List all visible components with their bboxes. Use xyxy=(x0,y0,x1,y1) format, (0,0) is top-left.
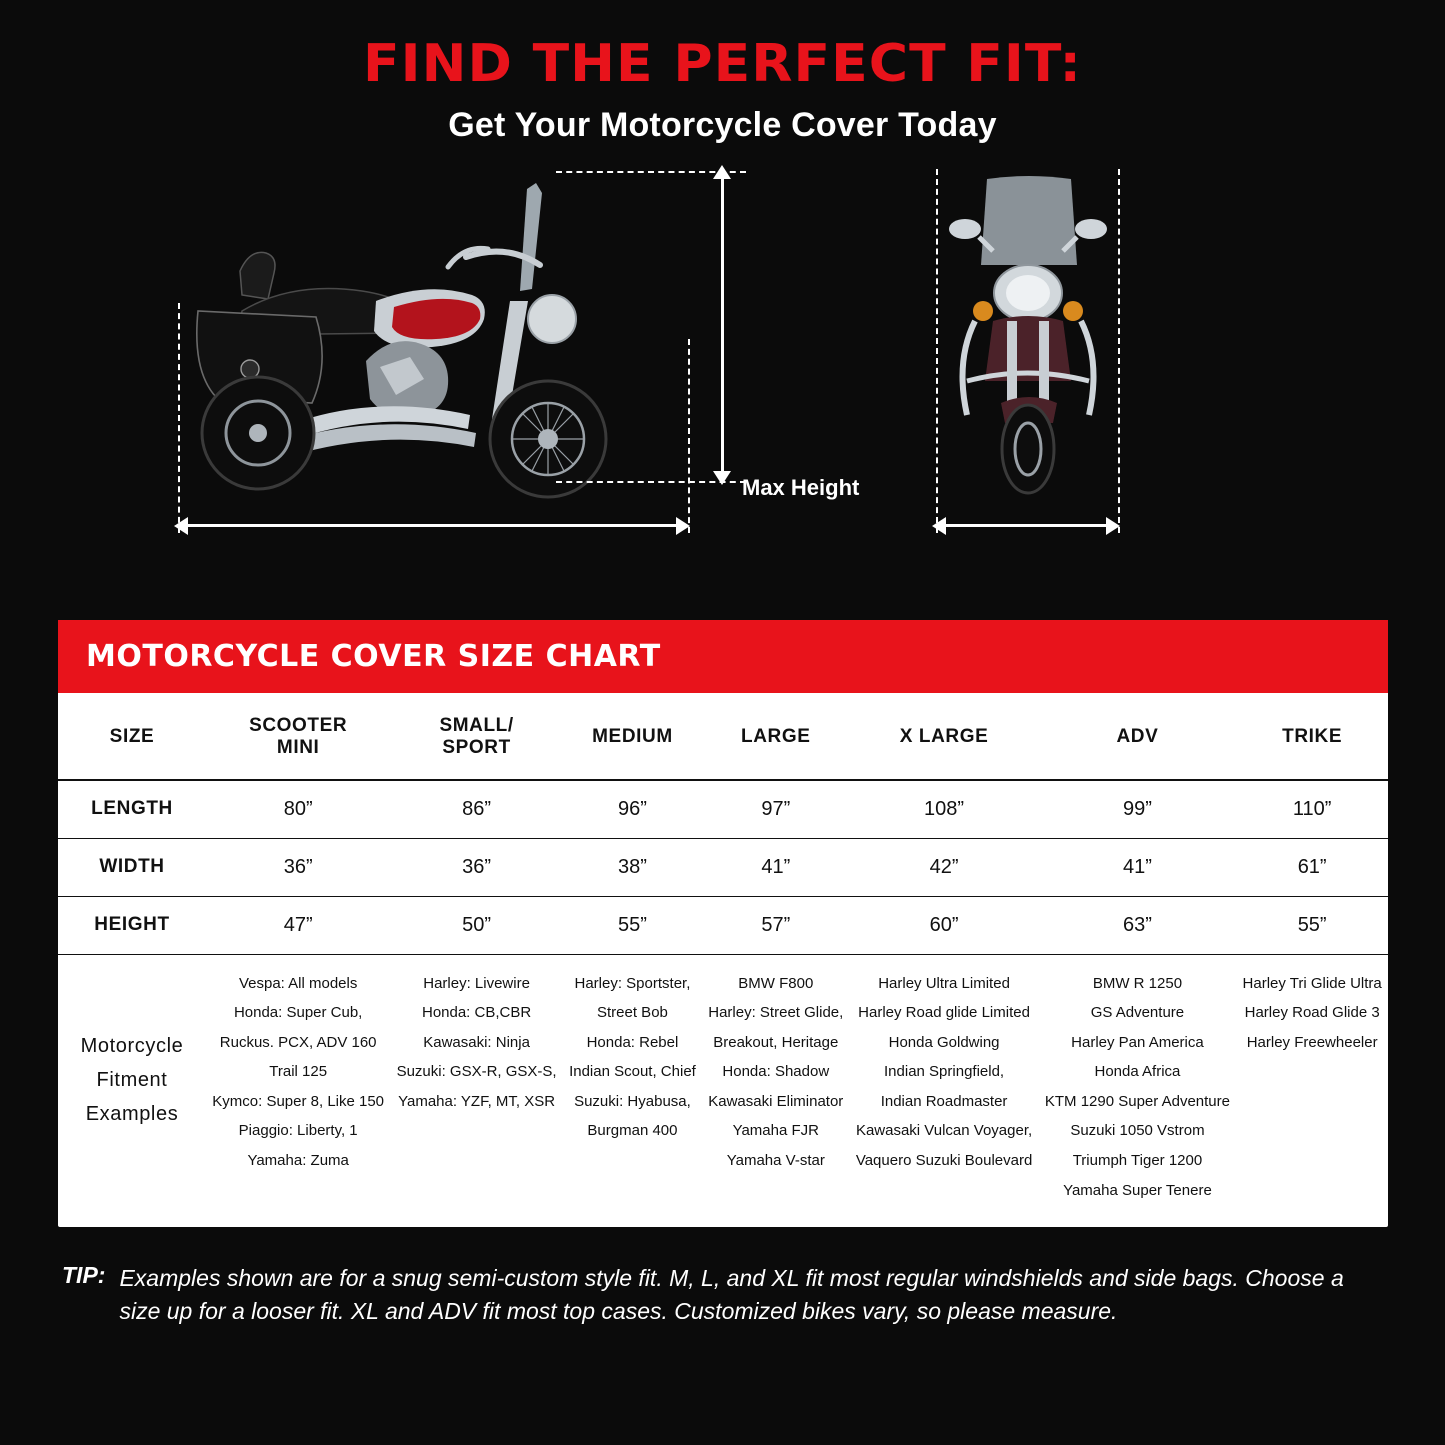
cell-length-small-sport: 86” xyxy=(390,780,563,839)
length-guide-left xyxy=(178,303,180,533)
row-label-fitment: Motorcycle Fitment Examples xyxy=(80,1034,184,1125)
column-header-medium: MEDIUM xyxy=(563,693,702,780)
cell-fitment-large: BMW F800 Harley: Street Glide, Breakout, Heritage Honda: Shadow Kawasaki Eliminator Yamaha FJR Yamaha V-star xyxy=(708,974,844,1169)
table-body xyxy=(58,780,1388,1227)
table-header xyxy=(58,693,1388,780)
cell-width-x-large: 42” xyxy=(850,838,1039,896)
cell-fitment-trike: Harley Tri Glide Ultra Harley Road Glide 3 Harley Freewheeler xyxy=(1242,974,1382,1051)
width-arrow-head-left xyxy=(932,517,946,535)
max-height-label: Max Height xyxy=(742,475,860,500)
motorcycle-side-view-illustration xyxy=(180,171,690,501)
tip-block xyxy=(62,1262,1382,1329)
table-header-row xyxy=(58,693,1388,780)
cell-height-small-sport: 50” xyxy=(390,896,563,954)
width-arrow-shaft xyxy=(944,524,1110,527)
cell-width-large: 41” xyxy=(702,838,850,896)
column-header-size: SIZE xyxy=(58,693,206,780)
length-arrow-shaft xyxy=(186,524,680,527)
column-header-scooter-mini: SCOOTER MINI xyxy=(206,693,390,780)
cell-width-small-sport: 36” xyxy=(390,838,563,896)
size-chart-table xyxy=(58,693,1388,1227)
headline-primary: FIND THE PERFECT FIT: xyxy=(363,34,1082,94)
measurement-diagram xyxy=(0,153,1445,583)
column-header-trike: TRIKE xyxy=(1236,693,1388,780)
cell-fitment-medium: Harley: Sportster, Street Bob Honda: Rebel Indian Scout, Chief Suzuki: Hyabusa, Burgman 400 xyxy=(569,974,696,1140)
cell-length-large: 97” xyxy=(702,780,850,839)
cell-fitment-adv: BMW R 1250 GS Adventure Harley Pan America Honda Africa KTM 1290 Super Adventure Suzuki 1050 Vstrom Triumph Tiger 1200 Yamaha Super Tenere xyxy=(1044,974,1230,1199)
cell-width-scooter-mini: 36” xyxy=(206,838,390,896)
length-arrow-head-right xyxy=(676,517,690,535)
column-header-small-sport: SMALL/ SPORT xyxy=(390,693,563,780)
table-row-length xyxy=(58,780,1388,839)
cell-length-scooter-mini: 80” xyxy=(206,780,390,839)
page-title xyxy=(0,0,1445,145)
row-label-height: HEIGHT xyxy=(58,896,206,954)
size-chart-title: MOTORCYCLE COVER SIZE CHART xyxy=(58,620,1388,693)
cell-width-medium: 38” xyxy=(563,838,702,896)
length-guide-right xyxy=(688,339,690,533)
cell-height-medium: 55” xyxy=(563,896,702,954)
cell-height-scooter-mini: 47” xyxy=(206,896,390,954)
cell-fitment-small-sport: Harley: Livewire Honda: CB,CBR Kawasaki: Ninja Suzuki: GSX-R, GSX-S, Yamaha: YZF, MT, XSR xyxy=(396,974,557,1110)
tip-label: TIP: xyxy=(62,1262,106,1288)
cell-length-adv: 99” xyxy=(1039,780,1237,839)
cell-fitment-x-large: Harley Ultra Limited Harley Road glide Limited Honda Goldwing Indian Springfield, Indian Roadmaster Kawasaki Vulcan Voyager, Vaquero Suzuki Boulevard xyxy=(855,974,1033,1169)
cell-width-trike: 61” xyxy=(1236,838,1388,896)
cell-height-large: 57” xyxy=(702,896,850,954)
height-arrow-shaft xyxy=(721,175,724,477)
cell-height-x-large: 60” xyxy=(850,896,1039,954)
column-header-x-large: X LARGE xyxy=(850,693,1039,780)
cell-height-trike: 55” xyxy=(1236,896,1388,954)
row-label-width: WIDTH xyxy=(58,838,206,896)
cell-length-x-large: 108” xyxy=(850,780,1039,839)
column-header-adv: ADV xyxy=(1039,693,1237,780)
table-row-height xyxy=(58,896,1388,954)
column-header-large: LARGE xyxy=(702,693,850,780)
width-guide-left xyxy=(936,169,938,533)
cell-fitment-scooter-mini: Vespa: All models Honda: Super Cub, Ruckus. PCX, ADV 160 Trail 125 Kymco: Super 8, Like 150 Piaggio: Liberty, 1 Yamaha: Zuma xyxy=(212,974,385,1169)
motorcycle-front-view-illustration xyxy=(935,171,1120,501)
table-row-width xyxy=(58,838,1388,896)
cell-length-medium: 96” xyxy=(563,780,702,839)
width-guide-right xyxy=(1118,169,1120,533)
height-arrow-head-down xyxy=(713,471,731,485)
table-row-fitment xyxy=(58,954,1388,1227)
height-arrow-head-up xyxy=(713,165,731,179)
cell-length-trike: 110” xyxy=(1236,780,1388,839)
cell-width-adv: 41” xyxy=(1039,838,1237,896)
headline-secondary: Get Your Motorcycle Cover Today xyxy=(448,106,997,144)
length-arrow-head-left xyxy=(174,517,188,535)
tip-text: Examples shown are for a snug semi-custom style fit. M, L, and XL fit most regular windshields and side bags. Choose a size up for a looser fit. XL and ADV fit most top cases. Customized bikes vary, so please measure. xyxy=(119,1265,1344,1325)
width-arrow-head-right xyxy=(1106,517,1120,535)
cell-height-adv: 63” xyxy=(1039,896,1237,954)
size-chart-card xyxy=(58,620,1388,1227)
row-label-length: LENGTH xyxy=(58,780,206,839)
